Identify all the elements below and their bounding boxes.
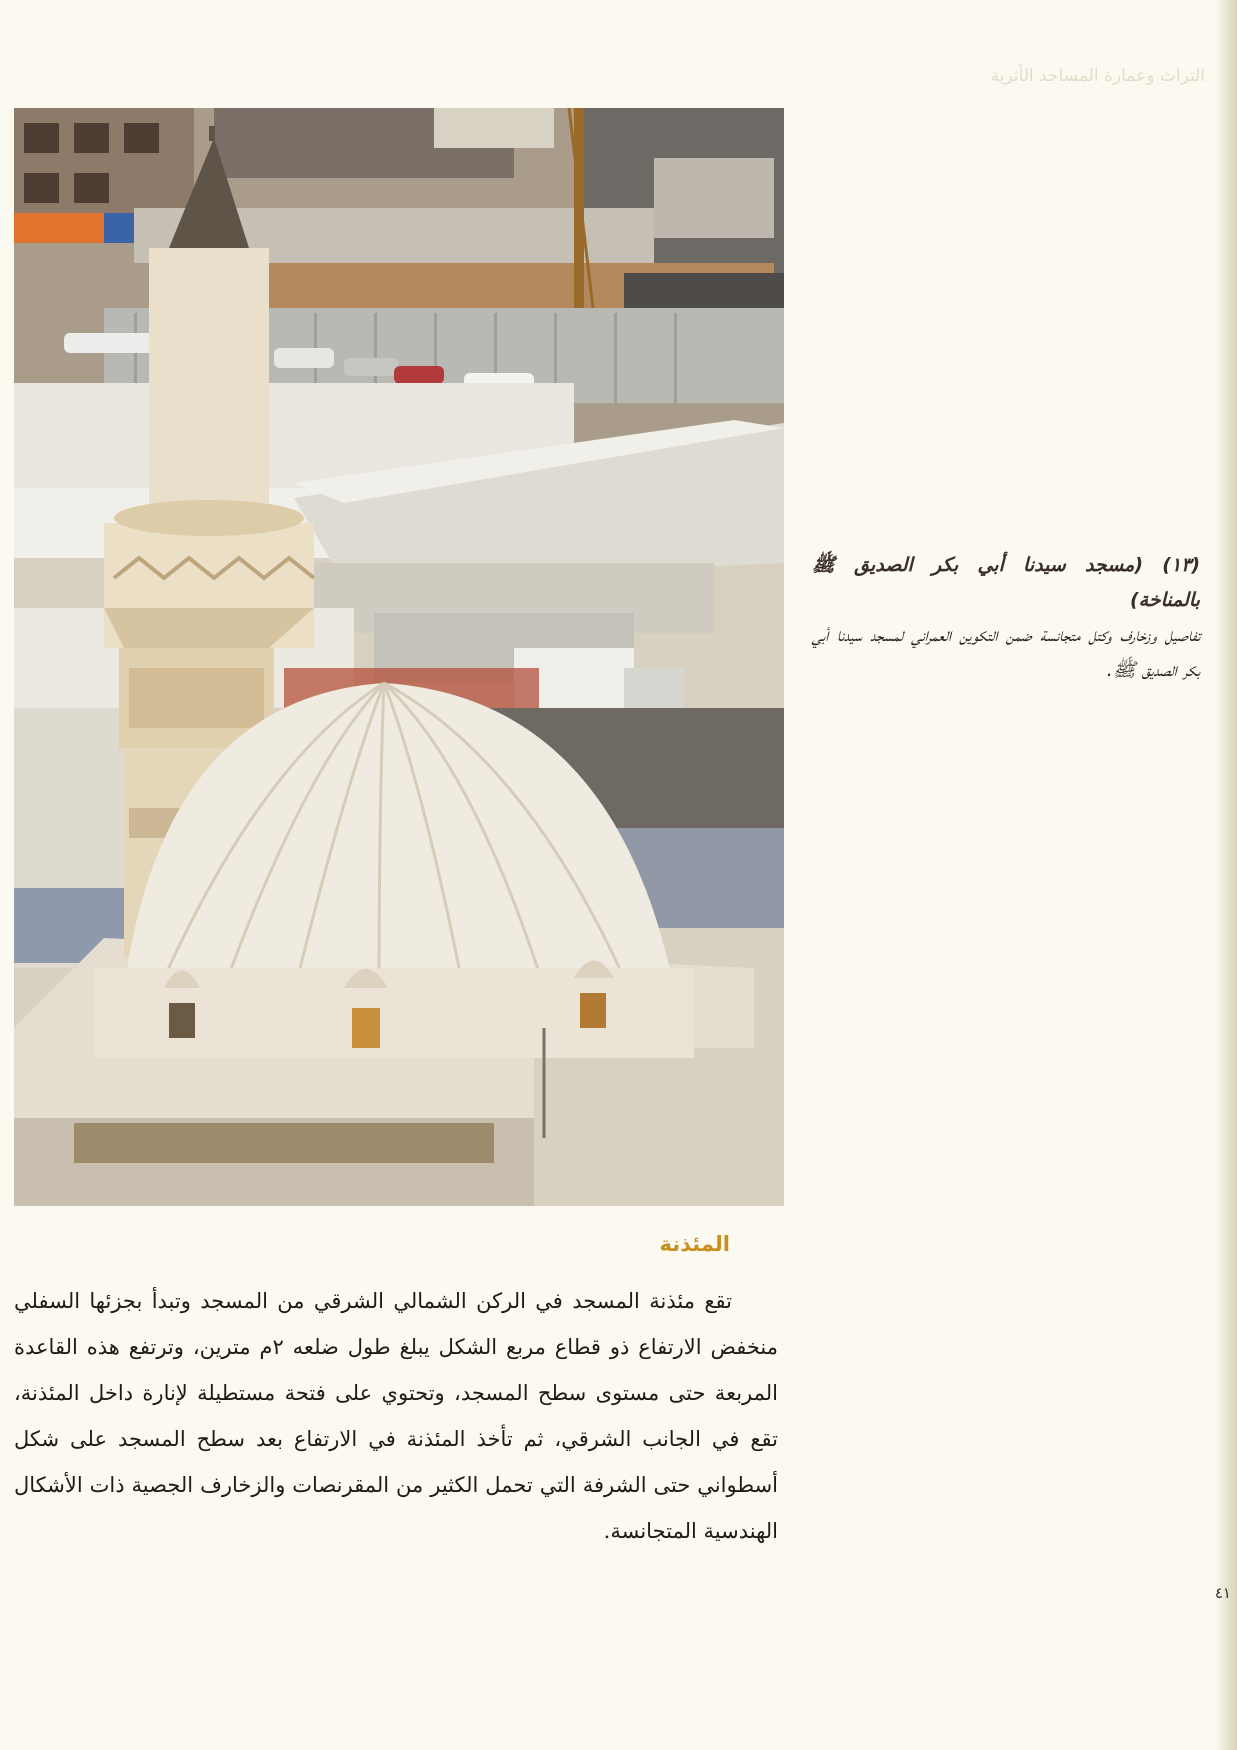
section-heading: المئذنة <box>659 1232 730 1256</box>
caption-title: (١٣) (مسجد سيدنا أبي بكر الصديق ﷺ بالمناخة) <box>812 554 1200 611</box>
body-paragraph: تقع مئذنة المسجد في الركن الشمالي الشرقي من المسجد وتبدأ بجزئها السفلي منخفض الارتفاع ذو قطاع مربع الشكل يبلغ طول ضلعه ٢م مترين، وترتفع هذه القاعدة المربعة حتى مستوى سطح المسجد، وتحتوي على فتحة مستطيلة لإنارة داخل المئذنة، تقع في الجانب الشرقي، ثم تأخذ المئذنة في الارتفاع بعد سطح المسجد على شكل أسطواني حتى الشرفة التي تحمل الكثير من المقرنصات والزخارف الجصية ذات الأشكال الهندسية المتجانسة. <box>14 1289 778 1543</box>
caption-body: تفاصيل وزخارف وكتل متجانسة ضمن التكوين العمراني لمسجد سيدنا أبي بكر الصديق ﷺ. <box>812 624 1200 681</box>
page-edge-shadow <box>1215 0 1237 1750</box>
mosque-photo <box>14 108 784 1206</box>
figure-caption <box>812 548 1200 688</box>
page-number: ٤١ <box>1214 1584 1231 1602</box>
running-header: التراث وعمارة المساجد الأثرية <box>990 66 1205 86</box>
body-text <box>14 1278 778 1554</box>
